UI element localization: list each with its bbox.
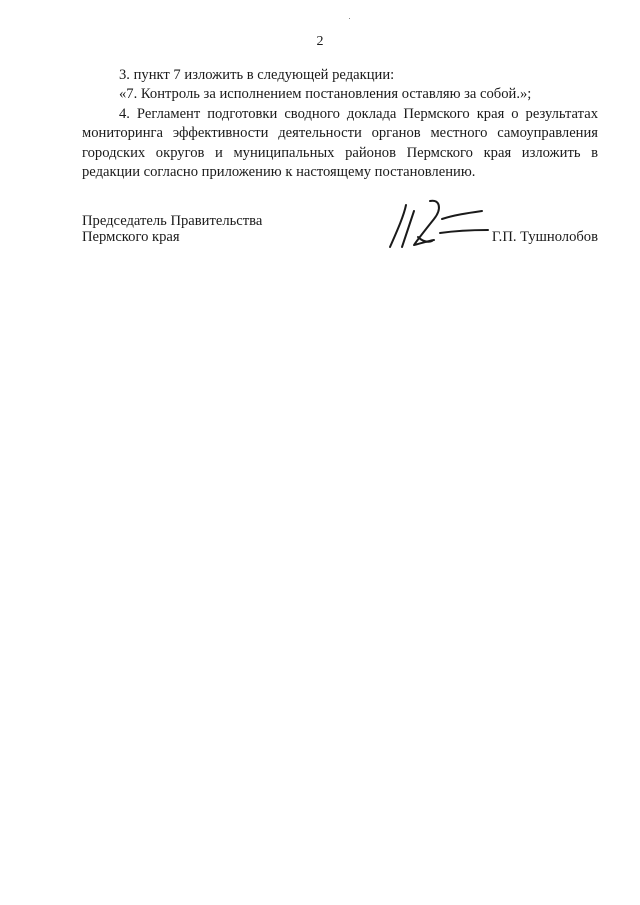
paragraph-item-3: 3. пункт 7 изложить в следующей редакции: xyxy=(119,67,395,83)
scan-speck xyxy=(349,18,350,19)
document-body xyxy=(82,66,598,182)
signatory-title-line-1: Председатель Правительства xyxy=(82,213,263,229)
signatory-name: Г.П. Тушнолобов xyxy=(491,229,598,245)
signatory-title-line-2: Пермского края xyxy=(82,229,180,245)
signature-block xyxy=(82,213,598,253)
paragraph-item-4: 4. Регламент подготовки сводного доклада Пермского края о результатах мониторинга эффективности деятельности органов местного самоуправления городских округов и муниципальных районов Пермского края изложить в редакции согласно приложению к настоящему постановлению. xyxy=(82,105,598,181)
signatory-title xyxy=(82,213,262,245)
page-number: 2 xyxy=(316,34,324,49)
handwritten-signature xyxy=(384,197,494,253)
paragraph-quote-7: «7. Контроль за исполнением постановления оставляю за собой.»; xyxy=(119,86,532,103)
